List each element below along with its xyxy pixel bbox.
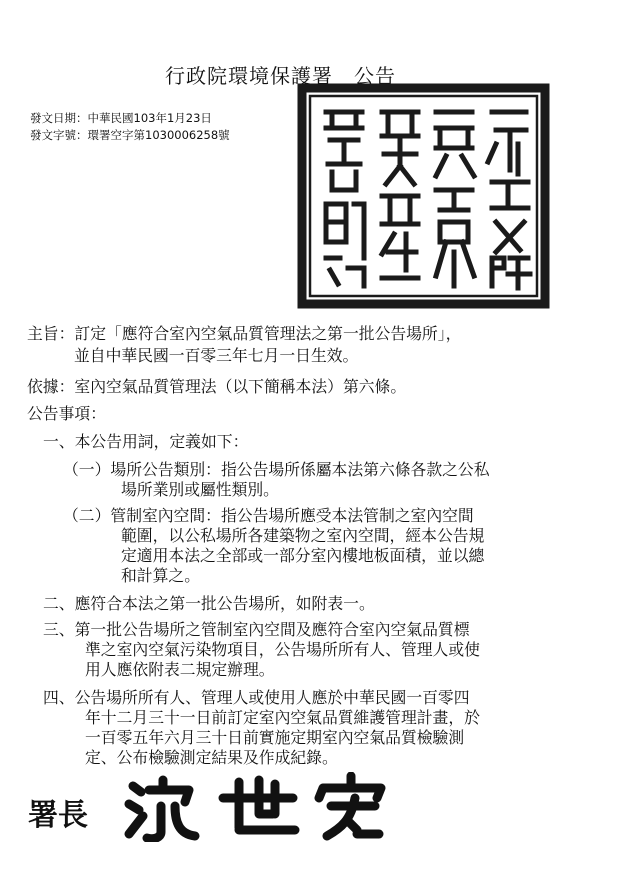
- item-1-sub-2-line-2: 範圍，以公私場所各建築物之室內空間，經本公告規: [121, 526, 485, 545]
- item-1-sub-2-line-3: 定適用本法之全部或一部分室內樓地板面積，並以總: [121, 546, 485, 565]
- subject-line-1: 主旨：訂定「應符合室內空氣品質管理法之第一批公告場所」，: [27, 324, 462, 343]
- items-heading: 公告事項：: [27, 404, 106, 423]
- page-title: 行政院環境保護署 公告: [165, 64, 396, 88]
- item-1-sub-2-line-4: 和計算之。: [121, 566, 200, 585]
- document-number: 發文字號：環署空字第1030006258號: [30, 128, 230, 142]
- item-4-line-4: 定、公布檢驗測定結果及作成紀錄。: [85, 748, 338, 767]
- item-1-sub-1-line-1: （一）場所公告類別：指公告場所係屬本法第六條各款之公私: [63, 460, 490, 479]
- item-4-line-2: 年十二月三十一日前訂定室內空氣品質維護管理計畫，於: [85, 708, 480, 727]
- item-1-heading: 一、本公告用詞，定義如下：: [43, 432, 249, 451]
- handwritten-signature: [123, 772, 403, 842]
- item-3-line-2: 準之室內空氣污染物項目，公告場所所有人、管理人或使: [85, 640, 480, 659]
- issue-date: 發文日期：中華民國103年1月23日: [30, 111, 212, 125]
- official-seal-stamp: [296, 82, 551, 310]
- subject-line-2: 並自中華民國一百零三年七月一日生效。: [74, 346, 359, 365]
- item-3-line-1: 三、第一批公告場所之管制室內空間及應符合室內空氣品質標: [43, 620, 470, 639]
- legal-basis: 依據：室內空氣品質管理法（以下簡稱本法）第六條。: [27, 377, 407, 396]
- item-4-line-1: 四、公告場所所有人、管理人或使用人應於中華民國一百零四: [43, 688, 470, 707]
- item-3-line-3: 用人應依附表二規定辦理。: [85, 660, 275, 679]
- item-1-sub-1-line-2: 場所業別或屬性類別。: [121, 480, 279, 499]
- signer-title: 署長: [28, 798, 88, 833]
- item-1-sub-2-line-1: （二）管制室內空間：指公告場所應受本法管制之室內空間: [63, 506, 474, 525]
- item-2: 二、應符合本法之第一批公告場所，如附表一。: [43, 594, 375, 613]
- item-4-line-3: 一百零五年六月三十日前實施定期室內空氣品質檢驗測: [85, 728, 465, 747]
